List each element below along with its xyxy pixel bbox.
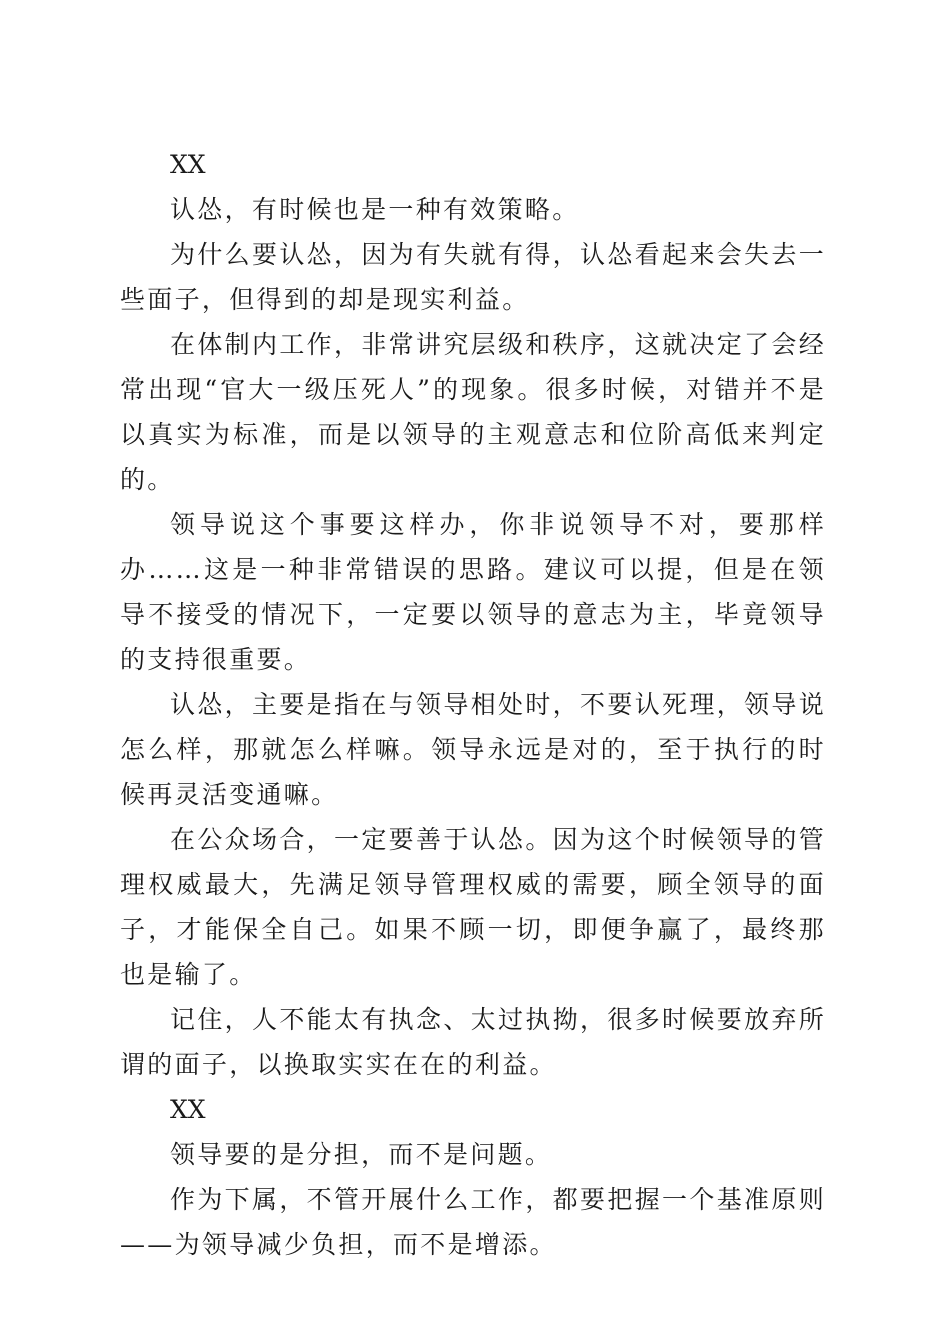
paragraph: 领导说这个事要这样办，你非说领导不对，要那样办……这是一种非常错误的思路。建议可以提，但是在领导不接受的情况下，一定要以领导的意志为主，毕竟领导的支持很重要。 — [120, 510, 826, 674]
paragraph: 为什么要认怂，因为有失就有得，认怂看起来会失去一些面子，但得到的却是现实利益。 — [120, 240, 826, 314]
paragraph: 记住，人不能太有执念、太过执拗，很多时候要放弃所谓的面子，以换取实实在在的利益。 — [120, 1005, 826, 1079]
paragraph: 领导要的是分担，而不是问题。 — [170, 1140, 553, 1169]
paragraph: 认怂，主要是指在与领导相处时，不要认死理，领导说怎么样，那就怎么样嘛。领导永远是对的，至于执行的时候再灵活变通嘛。 — [120, 690, 826, 809]
paragraph: 在体制内工作，非常讲究层级和秩序，这就决定了会经常出现“官大一级压死人”的现象。很多时候，对错并不是以真实为标准，而是以领导的主观意志和位阶高低来判定的。 — [120, 330, 826, 494]
document-body — [120, 142, 826, 1267]
section-marker: XX — [170, 150, 206, 179]
paragraph: 认怂，有时候也是一种有效策略。 — [170, 195, 580, 224]
paragraph: 在公众场合，一定要善于认怂。因为这个时候领导的管理权威最大，先满足领导管理权威的需要，顾全领导的面子，才能保全自己。如果不顾一切，即便争赢了，最终那也是输了。 — [120, 825, 826, 989]
paragraph: 作为下属，不管开展什么工作，都要把握一个基准原则——为领导减少负担，而不是增添。 — [120, 1185, 826, 1259]
section-marker: XX — [170, 1095, 206, 1124]
